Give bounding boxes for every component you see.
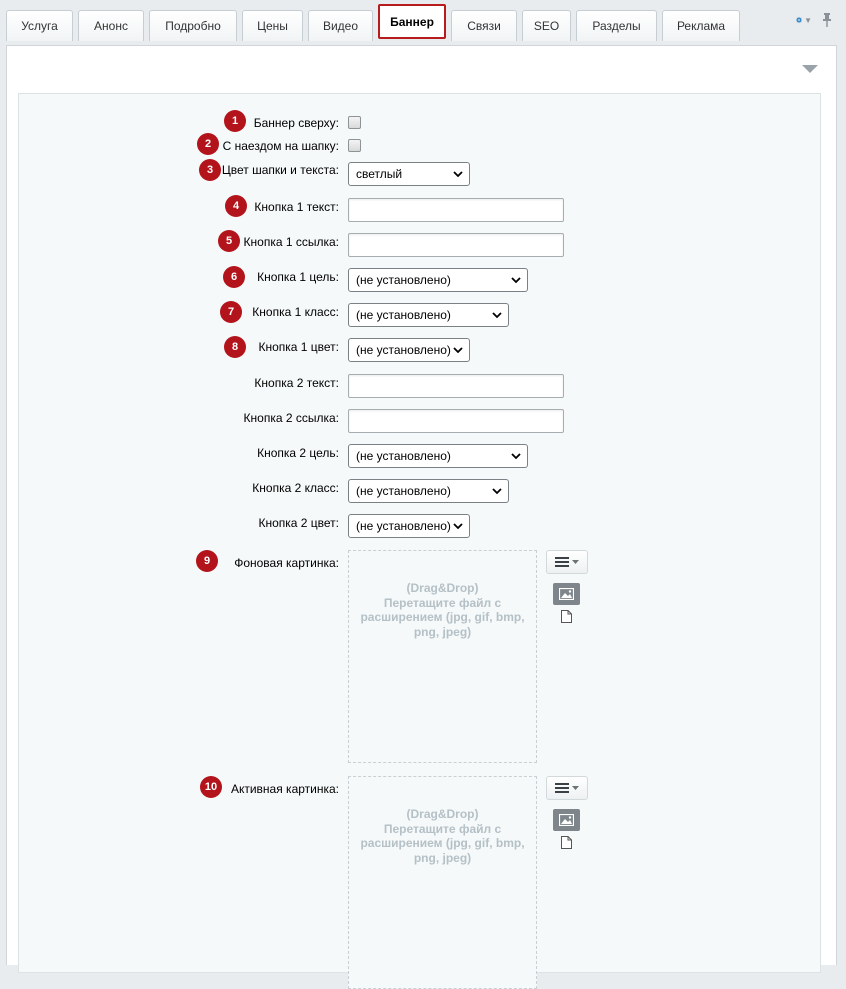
file-icon[interactable] [561, 836, 572, 849]
collapse-arrow-icon[interactable] [802, 65, 818, 73]
step-badge: 7 [220, 301, 242, 323]
tab-bar [0, 0, 846, 41]
btn1-text-input[interactable] [348, 198, 564, 222]
btn1-color-value: (не установлено) [356, 343, 451, 357]
btn2-link-input[interactable] [348, 409, 564, 433]
dropzone-text: расширением (jpg, gif, bmp, [360, 836, 525, 850]
bg-image-tools [546, 550, 588, 623]
btn1-class-label: Кнопка 1 класс: [252, 305, 339, 319]
step-badge: 4 [225, 195, 247, 217]
header-color-value: светлый [356, 167, 403, 181]
settings-gear-icon[interactable] [796, 12, 812, 28]
tab-prices[interactable]: Цены [242, 10, 303, 41]
active-image-select-button[interactable] [553, 809, 580, 831]
btn1-target-select[interactable] [348, 268, 528, 292]
overlap-header-label: С наездом на шапку: [222, 139, 339, 153]
image-icon [559, 588, 574, 600]
active-image-dropzone[interactable] [348, 776, 537, 989]
btn1-class-value: (не установлено) [356, 308, 451, 322]
banner-top-label: Баннер сверху: [253, 116, 339, 130]
tab-tools [796, 12, 832, 28]
active-image-label: Активная картинка: [230, 782, 339, 796]
btn1-color-select[interactable] [348, 338, 470, 362]
btn2-target-value: (не установлено) [356, 449, 451, 463]
caret-down-icon [572, 786, 579, 790]
chevron-down-icon [453, 345, 463, 355]
btn2-link-label: Кнопка 2 ссылка: [243, 411, 339, 425]
tab-sections[interactable]: Разделы [576, 10, 657, 41]
caret-down-icon: ▼ [804, 15, 812, 25]
header-color-select[interactable] [348, 162, 470, 186]
dropzone-text: расширением (jpg, gif, bmp, [360, 610, 525, 624]
chevron-down-icon [453, 169, 463, 179]
step-badge: 9 [196, 550, 218, 572]
step-badge: 1 [224, 110, 246, 132]
chevron-down-icon [511, 451, 521, 461]
dropzone-text: (Drag&Drop) [406, 807, 479, 821]
tab-details[interactable]: Подробно [149, 10, 237, 41]
tab-content-panel [6, 45, 837, 965]
btn2-target-select[interactable] [348, 444, 528, 468]
tab-links[interactable]: Связи [451, 10, 517, 41]
chevron-down-icon [453, 521, 463, 531]
step-badge: 8 [224, 336, 246, 358]
btn2-class-value: (не установлено) [356, 484, 451, 498]
bg-image-dropzone[interactable] [348, 550, 537, 763]
btn2-class-label: Кнопка 2 класс: [252, 481, 339, 495]
tab-banner[interactable]: Баннер [378, 4, 446, 39]
menu-icon [555, 557, 569, 567]
btn1-target-label: Кнопка 1 цель: [257, 270, 339, 284]
chevron-down-icon [492, 310, 502, 320]
btn1-text-label: Кнопка 1 текст: [254, 200, 339, 214]
btn2-text-input[interactable] [348, 374, 564, 398]
btn2-color-select[interactable] [348, 514, 470, 538]
btn2-color-value: (не установлено) [356, 519, 451, 533]
bg-image-select-button[interactable] [553, 583, 580, 605]
btn1-class-select[interactable] [348, 303, 509, 327]
btn2-class-select[interactable] [348, 479, 509, 503]
step-badge: 5 [218, 230, 240, 252]
btn1-color-label: Кнопка 1 цвет: [258, 340, 339, 354]
tab-ads[interactable]: Реклама [662, 10, 740, 41]
step-badge: 6 [223, 266, 245, 288]
tab-service[interactable]: Услуга [6, 10, 73, 41]
btn1-target-value: (не установлено) [356, 273, 451, 287]
dropzone-text: png, jpeg) [413, 850, 472, 865]
step-badge: 3 [199, 159, 221, 181]
active-image-tools [546, 776, 588, 849]
image-icon [559, 814, 574, 826]
menu-icon [555, 783, 569, 793]
tab-announce[interactable]: Анонс [78, 10, 144, 41]
chevron-down-icon [492, 486, 502, 496]
step-badge: 10 [200, 776, 222, 798]
step-badge: 2 [197, 133, 219, 155]
btn2-text-label: Кнопка 2 текст: [254, 376, 339, 390]
tab-video[interactable]: Видео [308, 10, 373, 41]
btn2-target-label: Кнопка 2 цель: [257, 446, 339, 460]
btn1-link-label: Кнопка 1 ссылка: [243, 235, 339, 249]
caret-down-icon [572, 560, 579, 564]
file-icon[interactable] [561, 610, 572, 623]
dropzone-text: Перетащите файл с [383, 821, 502, 836]
dropzone-text: (Drag&Drop) [406, 581, 479, 595]
bg-image-menu-button[interactable] [546, 550, 588, 574]
btn1-link-input[interactable] [348, 233, 564, 257]
tab-seo[interactable]: SEO [522, 10, 571, 41]
chevron-down-icon [511, 275, 521, 285]
overlap-header-checkbox[interactable] [348, 139, 361, 152]
bg-image-label: Фоновая картинка: [234, 556, 339, 570]
btn2-color-label: Кнопка 2 цвет: [258, 516, 339, 530]
dropzone-text: png, jpeg) [413, 624, 472, 639]
pin-icon[interactable] [822, 13, 832, 27]
header-color-label: Цвет шапки и текста: [221, 163, 339, 177]
banner-top-checkbox[interactable] [348, 116, 361, 129]
dropzone-text: Перетащите файл с [383, 595, 502, 610]
banner-form [18, 93, 821, 973]
active-image-menu-button[interactable] [546, 776, 588, 800]
